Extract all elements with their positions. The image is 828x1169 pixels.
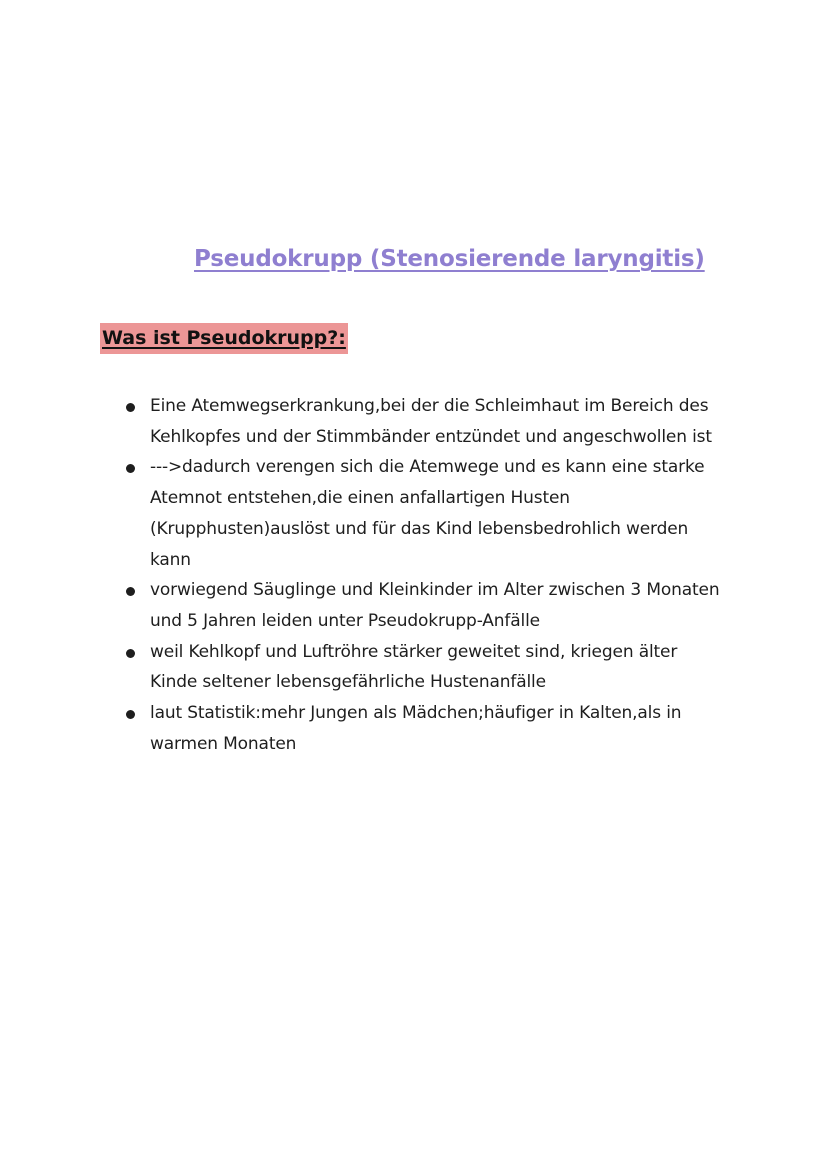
list-item-text: weil Kehlkopf und Luftröhre stärker geweitet sind, kriegen älter Kinde seltener lebensgefährliche Hustenanfälle xyxy=(150,641,678,693)
section-heading: Was ist Pseudokrupp?: xyxy=(100,323,348,354)
bullet-dot-icon xyxy=(126,710,135,719)
list-item xyxy=(124,575,724,636)
list-item-text: --->dadurch verengen sich die Atemwege und es kann eine starke Atemnot entstehen,die einen anfallartigen Husten (Krupphusten)auslöst und für das Kind lebensbedrohlich werden kann xyxy=(150,457,705,570)
page-title: Pseudokrupp (Stenosierende laryngitis) xyxy=(194,246,705,272)
bullet-dot-icon xyxy=(126,464,135,473)
bullet-dot-icon xyxy=(126,587,135,596)
list-item-text: vorwiegend Säuglinge und Kleinkinder im Alter zwischen 3 Monaten und 5 Jahren leiden unter Pseudokrupp-Anfälle xyxy=(150,580,720,631)
list-item-text: laut Statistik:mehr Jungen als Mädchen;häufiger in Kalten,als in warmen Monaten xyxy=(150,703,682,754)
list-item xyxy=(124,698,724,759)
list-item-text: Eine Atemwegserkrankung,bei der die Schleimhaut im Bereich des Kehlkopfes und der Stimmbänder entzündet und angeschwollen ist xyxy=(150,396,712,447)
list-item xyxy=(124,391,724,452)
bullet-list xyxy=(124,391,724,759)
list-item xyxy=(124,452,724,575)
bullet-dot-icon xyxy=(126,649,135,658)
list-item xyxy=(124,637,724,698)
bullet-dot-icon xyxy=(126,403,135,412)
